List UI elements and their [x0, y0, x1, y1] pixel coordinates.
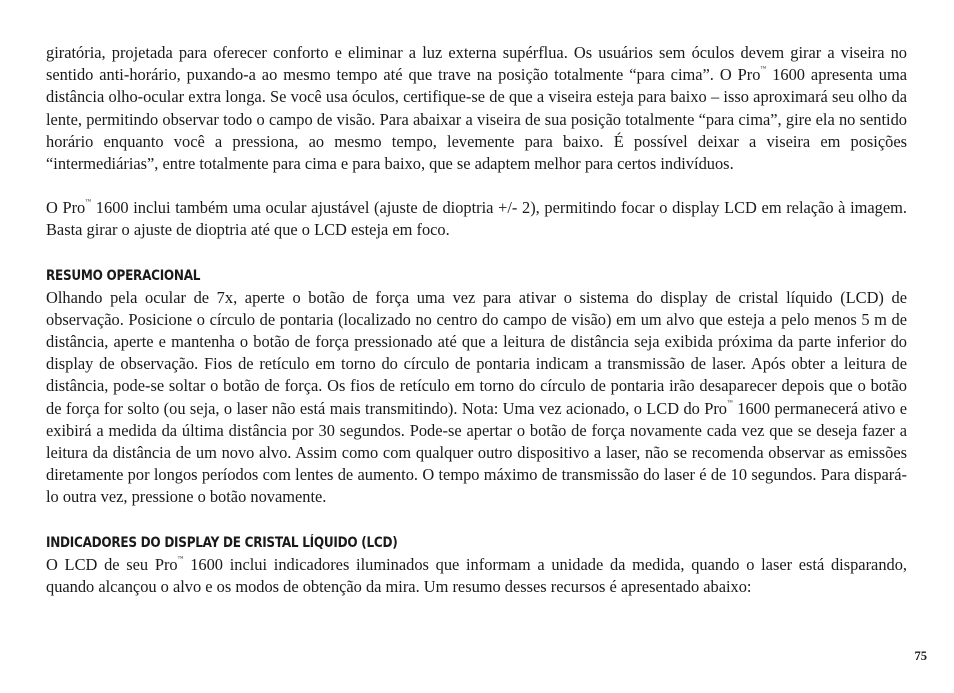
paragraph-eyecup [46, 42, 907, 175]
paragraph-operational-summary [46, 287, 907, 509]
paragraph-lcd-text-a: O LCD de seu Pro [46, 554, 178, 574]
heading-operational-summary: RESUMO OPERACIONAL [46, 267, 201, 284]
paragraph-spacer [46, 175, 907, 197]
paragraph-eyecup-text-a: giratória, projetada para oferecer conforto e eliminar a luz externa supérflua. Os usuários sem óculos devem girar a viseira no sentido anti-horário, puxando-a ao mesmo tempo até que trave na posição totalmente “para cima”. O Pro [46, 43, 907, 85]
paragraph-operational-text-b: 1600 permanecerá ativo e exibirá a medida da última distância por 30 segundos. Pode-se apertar o botão de força novamente cada vez que se deseja fazer a leitura da distância de um novo alvo. Assim como com qualquer outro dispositivo a laser, não se recomenda observar as emissões diretamente por longos períodos com lentes de aumento. O tempo máximo de transmissão do laser é de 10 segundos. Para dispará-lo outra vez, pressione o botão novamente. [46, 398, 907, 507]
paragraph-diopter [46, 197, 907, 241]
trademark-symbol: ™ [85, 199, 92, 206]
paragraph-spacer [46, 242, 907, 264]
paragraph-diopter-text-b: 1600 inclui também uma ocular ajustável (ajuste de dioptria +/- 2), permitindo focar o display LCD em relação à imagem. Basta girar o ajuste de dioptria até que o LCD esteja em foco. [46, 198, 907, 240]
paragraph-operational-text-a: Olhando pela ocular de 7x, aperte o botão de força uma vez para ativar o sistema do display de cristal líquido (LCD) de observação. Posicione o círculo de pontaria (localizado no centro do campo de visão) em um alvo que esteja a pelo menos 5 m de distância, aperte e mantenha o botão de força pressionado até que a leitura de distância seja exibida próxima da parte inferior do display de observação. Fios de retículo em torno do círculo de pontaria indicam a transmissão de laser. Após obter a leitura de distância, pode-se soltar o botão de força. Os fios de retículo em torno do círculo de pontaria irão desaparecer depois que o botão de força for solto (ou seja, o laser não está mais transmitindo). Nota: Uma vez acionado, o LCD do Pro [46, 287, 907, 418]
trademark-symbol: ™ [177, 555, 184, 562]
manual-page-body [46, 42, 907, 598]
trademark-symbol: ™ [727, 399, 733, 406]
trademark-symbol: ™ [760, 66, 767, 73]
heading-lcd-indicators: INDICADORES DO DISPLAY DE CRISTAL LÍQUIDO (LCD) [46, 534, 398, 551]
paragraph-spacer [46, 509, 907, 531]
page-number: 75 [914, 649, 927, 663]
paragraph-lcd-text-b: 1600 inclui indicadores iluminados que informam a unidade da medida, quando o laser está disparando, quando alcançou o alvo e os modos de obtenção da mira. Um resumo desses recursos é apresentado abaixo: [46, 554, 907, 596]
paragraph-lcd-indicators [46, 554, 907, 598]
paragraph-diopter-text-a: O Pro [46, 198, 86, 218]
paragraph-eyecup-text-b: 1600 apresenta uma distância olho-ocular extra longa. Se você usa óculos, certifique-se de que a viseira esteja para baixo – isso aproximará seu olho da lente, permitindo observar todo o campo de visão. Para abaixar a viseira de sua posição totalmente “para cima”, gire ela no sentido horário enquanto você a pressiona, ao mesmo tempo, levemente para baixo. É possível deixar a viseira em posições “intermediárias”, entre totalmente para cima e para baixo, que se adaptem melhor para certos indivíduos. [46, 65, 907, 174]
